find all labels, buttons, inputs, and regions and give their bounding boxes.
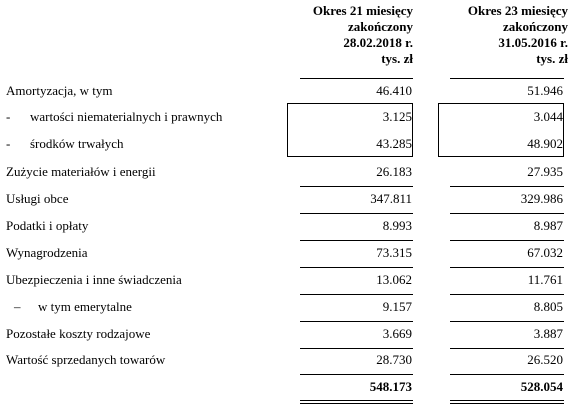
header-underline bbox=[450, 78, 564, 79]
header-underline bbox=[300, 78, 413, 79]
row-label: Pozostałe koszty rodzajowe bbox=[6, 326, 151, 341]
table-row bbox=[0, 242, 571, 264]
table-row bbox=[0, 188, 571, 210]
row-label-text: środków trwałych bbox=[30, 136, 124, 151]
total-value-2018: 548.173 bbox=[369, 379, 412, 394]
row-value-2016: 329.986 bbox=[520, 191, 563, 206]
row-dash: - bbox=[6, 109, 11, 124]
row-value-2018: 43.285 bbox=[376, 136, 412, 151]
row-underline bbox=[300, 374, 413, 375]
row-label: Wartość sprzedanych towarów bbox=[6, 352, 166, 367]
table-row bbox=[0, 133, 571, 155]
table-row bbox=[0, 349, 571, 371]
total-row bbox=[0, 376, 571, 398]
row-label bbox=[6, 133, 124, 155]
header-line: zakończony bbox=[503, 19, 568, 34]
table-row bbox=[0, 106, 571, 128]
row-value-2016: 8.987 bbox=[533, 218, 563, 233]
row-value-2016: 8.805 bbox=[533, 299, 563, 314]
header-line: Okres 21 miesięcy bbox=[312, 3, 413, 18]
row-value-2016: 27.935 bbox=[527, 164, 563, 179]
row-value-2018: 347.811 bbox=[370, 191, 412, 206]
row-value-2018: 13.062 bbox=[376, 272, 412, 287]
row-label: Zużycie materiałów i energii bbox=[6, 164, 156, 179]
total-double-underline bbox=[300, 403, 413, 404]
row-value-2018: 3.669 bbox=[382, 326, 412, 341]
row-underline bbox=[450, 213, 564, 214]
row-label-text: w tym emerytalne bbox=[38, 299, 132, 314]
row-underline bbox=[450, 294, 564, 295]
row-label bbox=[6, 106, 222, 128]
row-value-2016: 51.946 bbox=[527, 83, 563, 98]
row-value-2018: 26.183 bbox=[376, 164, 412, 179]
row-underline bbox=[450, 321, 564, 322]
row-value-2016: 26.520 bbox=[527, 352, 563, 367]
row-value-2016: 3.044 bbox=[533, 109, 563, 124]
row-underline bbox=[450, 267, 564, 268]
row-label: Amortyzacja, w tym bbox=[6, 83, 113, 98]
row-underline bbox=[300, 321, 413, 322]
column-header-period-2016 bbox=[410, 3, 568, 67]
header-line: 31.05.2016 r. bbox=[498, 35, 568, 50]
row-value-2018: 73.315 bbox=[376, 245, 412, 260]
row-underline bbox=[450, 374, 564, 375]
header-line: zakończony bbox=[348, 19, 413, 34]
row-dash: - bbox=[6, 136, 11, 151]
table-row bbox=[0, 80, 571, 102]
table-row bbox=[0, 323, 571, 345]
row-label bbox=[14, 296, 132, 318]
row-underline bbox=[450, 240, 564, 241]
header-line: 28.02.2018 r. bbox=[343, 35, 413, 50]
row-value-2016: 11.761 bbox=[527, 272, 563, 287]
row-label: Usługi obce bbox=[6, 191, 69, 206]
total-value-2016: 528.054 bbox=[520, 379, 563, 394]
row-underline bbox=[300, 186, 413, 187]
table-row bbox=[0, 161, 571, 183]
row-label-text: wartości niematerialnych i prawnych bbox=[30, 109, 223, 124]
row-label: Podatki i opłaty bbox=[6, 218, 89, 233]
row-value-2018: 8.993 bbox=[382, 218, 412, 233]
row-underline bbox=[300, 267, 413, 268]
row-value-2018: 46.410 bbox=[376, 83, 412, 98]
row-value-2018: 28.730 bbox=[376, 352, 412, 367]
total-double-underline bbox=[450, 403, 564, 404]
column-header-period-2018 bbox=[260, 3, 413, 67]
row-label: Ubezpieczenia i inne świadczenia bbox=[6, 272, 182, 287]
header-line: tys. zł bbox=[381, 51, 413, 66]
row-underline bbox=[300, 294, 413, 295]
row-dash: – bbox=[14, 299, 21, 314]
row-underline bbox=[450, 186, 564, 187]
row-value-2018: 3.125 bbox=[382, 109, 412, 124]
total-underline bbox=[300, 400, 413, 401]
row-underline bbox=[300, 240, 413, 241]
row-value-2016: 48.902 bbox=[527, 136, 563, 151]
row-underline bbox=[300, 213, 413, 214]
row-value-2016: 67.032 bbox=[527, 245, 563, 260]
table-row bbox=[0, 296, 571, 318]
total-underline bbox=[450, 400, 564, 401]
header-line: Okres 23 miesięcy bbox=[467, 3, 568, 18]
header-line: tys. zł bbox=[536, 51, 568, 66]
table-row bbox=[0, 215, 571, 237]
table-row bbox=[0, 269, 571, 291]
row-value-2018: 9.157 bbox=[382, 299, 412, 314]
row-value-2016: 3.887 bbox=[533, 326, 563, 341]
row-label: Wynagrodzenia bbox=[6, 245, 88, 260]
